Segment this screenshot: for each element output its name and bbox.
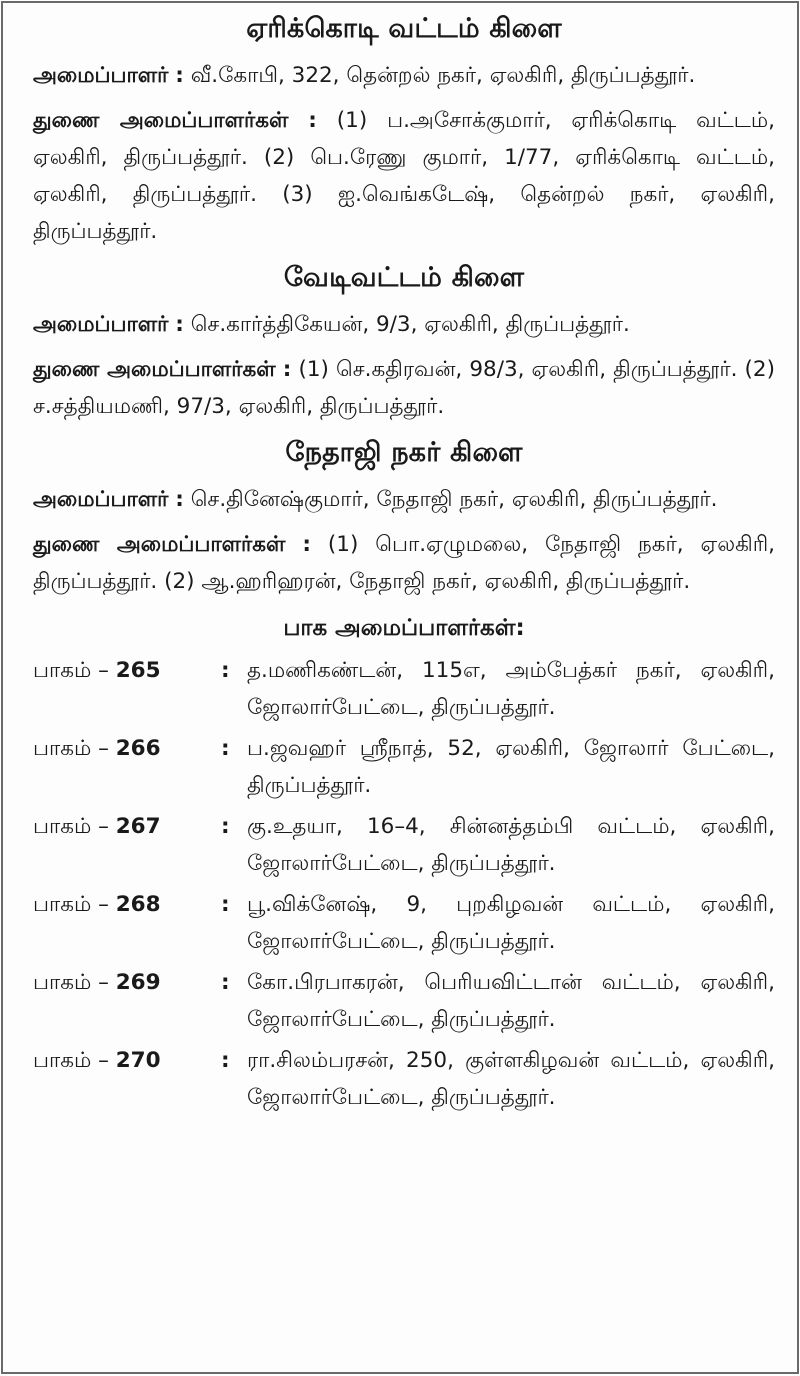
part-key bbox=[33, 808, 221, 882]
label-colon: : bbox=[175, 487, 184, 512]
part-number: 268 bbox=[115, 892, 161, 917]
part-prefix: பாகம் – bbox=[33, 736, 109, 761]
part-key bbox=[33, 1042, 221, 1116]
document-page bbox=[1, 1, 799, 1374]
part-colon: : bbox=[221, 736, 230, 761]
part-number: 266 bbox=[115, 736, 161, 761]
part-organizers-section bbox=[33, 608, 775, 1116]
branch-section bbox=[33, 258, 775, 425]
deputy-text: (1) ப.அசோக்குமார், ஏரிக்கொடி வட்டம், ஏலகிரி, திருப்பத்தூர். (2) பெ.ரேணு குமார், 1/77, ஏரிக்கொடி வட்டம், ஏலகிரி, திருப்பத்தூர். (3) ஐ.வெங்கடேஷ், தென்றல் நகர், ஏலகிரி, திருப்பத்தூர். bbox=[33, 108, 776, 244]
part-key bbox=[33, 730, 221, 804]
part-colon: : bbox=[221, 658, 230, 683]
label-colon: : bbox=[282, 357, 292, 382]
deputy-paragraph bbox=[33, 351, 775, 425]
deputy-label: துணை அமைப்பாளர்கள் bbox=[33, 532, 286, 557]
branch-section bbox=[33, 9, 775, 250]
part-prefix: பாகம் – bbox=[33, 1048, 109, 1073]
part-text: த.மணிகண்டன், 115எ, அம்பேத்கர் நகர், ஏலகிரி, ஜோலார்பேட்டை, திருப்பத்தூர். bbox=[247, 658, 775, 720]
part-row bbox=[33, 808, 775, 882]
organizer-paragraph bbox=[33, 306, 775, 343]
part-number: 267 bbox=[115, 814, 161, 839]
part-row bbox=[33, 1042, 775, 1116]
deputy-paragraph bbox=[33, 102, 775, 250]
part-key bbox=[33, 652, 221, 726]
part-prefix: பாகம் – bbox=[33, 814, 109, 839]
label-colon: : bbox=[308, 108, 317, 133]
part-colon: : bbox=[221, 1048, 230, 1073]
label-colon: : bbox=[175, 63, 184, 88]
part-colon: : bbox=[221, 970, 230, 995]
deputy-paragraph bbox=[33, 526, 775, 600]
part-text: ரா.சிலம்பரசன், 250, குள்ளகிழவன் வட்டம், ஏலகிரி, ஜோலார்பேட்டை, திருப்பத்தூர். bbox=[247, 1048, 775, 1110]
label-colon: : bbox=[175, 312, 184, 337]
part-text: ப.ஜவஹர் ஸ்ரீநாத், 52, ஏலகிரி, ஜோலார் பேட்டை, திருப்பத்தூர். bbox=[247, 736, 775, 798]
part-prefix: பாகம் – bbox=[33, 970, 109, 995]
part-number: 270 bbox=[115, 1048, 161, 1073]
organizer-label: அமைப்பாளர் bbox=[33, 312, 169, 337]
part-key bbox=[33, 964, 221, 1038]
deputy-label: துணை அமைப்பாளர்கள் bbox=[33, 108, 289, 133]
organizer-text: செ.தினேஷ்குமார், நேதாஜி நகர், ஏலகிரி, திருப்பத்தூர். bbox=[190, 487, 718, 512]
part-prefix: பாகம் – bbox=[33, 892, 109, 917]
part-text: கோ.பிரபாகரன், பெரியவிட்டான் வட்டம், ஏலகிரி, ஜோலார்பேட்டை, திருப்பத்தூர். bbox=[247, 970, 775, 1032]
part-number: 265 bbox=[115, 658, 161, 683]
part-text: கு.உதயா, 16–4, சின்னத்தம்பி வட்டம், ஏலகிரி, ஜோலார்பேட்டை, திருப்பத்தூர். bbox=[247, 814, 775, 876]
branch-title: வேடிவட்டம் கிளை bbox=[283, 262, 525, 293]
part-prefix: பாகம் – bbox=[33, 658, 109, 683]
part-row bbox=[33, 964, 775, 1038]
label-colon: : bbox=[302, 532, 311, 557]
part-colon: : bbox=[221, 892, 230, 917]
part-row bbox=[33, 730, 775, 804]
part-row bbox=[33, 886, 775, 960]
branch-title: நேதாஜி நகர் கிளை bbox=[285, 437, 523, 468]
organizer-paragraph bbox=[33, 481, 775, 518]
organizer-text: வீ.கோபி, 322, தென்றல் நகர், ஏலகிரி, திருப்பத்தூர். bbox=[190, 63, 696, 88]
deputy-text: (1) பொ.ஏழுமலை, நேதாஜி நகர், ஏலகிரி, திருப்பத்தூர். (2) ஆ.ஹரிஹரன், நேதாஜி நகர், ஏலகிரி, திருப்பத்தூர். bbox=[33, 532, 776, 594]
deputy-label: துணை அமைப்பாளர்கள் bbox=[33, 357, 276, 382]
part-list bbox=[33, 652, 775, 1116]
organizer-label: அமைப்பாளர் bbox=[33, 487, 169, 512]
branch-section bbox=[33, 433, 775, 600]
part-colon: : bbox=[221, 814, 230, 839]
part-number: 269 bbox=[115, 970, 161, 995]
part-row bbox=[33, 652, 775, 726]
organizer-label: அமைப்பாளர் bbox=[33, 63, 169, 88]
part-text: பூ.விக்னேஷ், 9, புறகிழவன் வட்டம், ஏலகிரி, ஜோலார்பேட்டை, திருப்பத்தூர். bbox=[247, 892, 775, 954]
deputy-text: (1) செ.கதிரவன், 98/3, ஏலகிரி, திருப்பத்தூர். (2) ச.சத்தியமணி, 97/3, ஏலகிரி, திருப்பத்தூர். bbox=[33, 357, 775, 419]
part-key bbox=[33, 886, 221, 960]
organizer-text: செ.கார்த்திகேயன், 9/3, ஏலகிரி, திருப்பத்தூர். bbox=[190, 312, 630, 337]
part-organizers-title: பாக அமைப்பாளர்கள்: bbox=[283, 615, 525, 641]
organizer-paragraph bbox=[33, 57, 775, 94]
branch-title: ஏரிக்கொடி வட்டம் கிளை bbox=[246, 13, 562, 44]
